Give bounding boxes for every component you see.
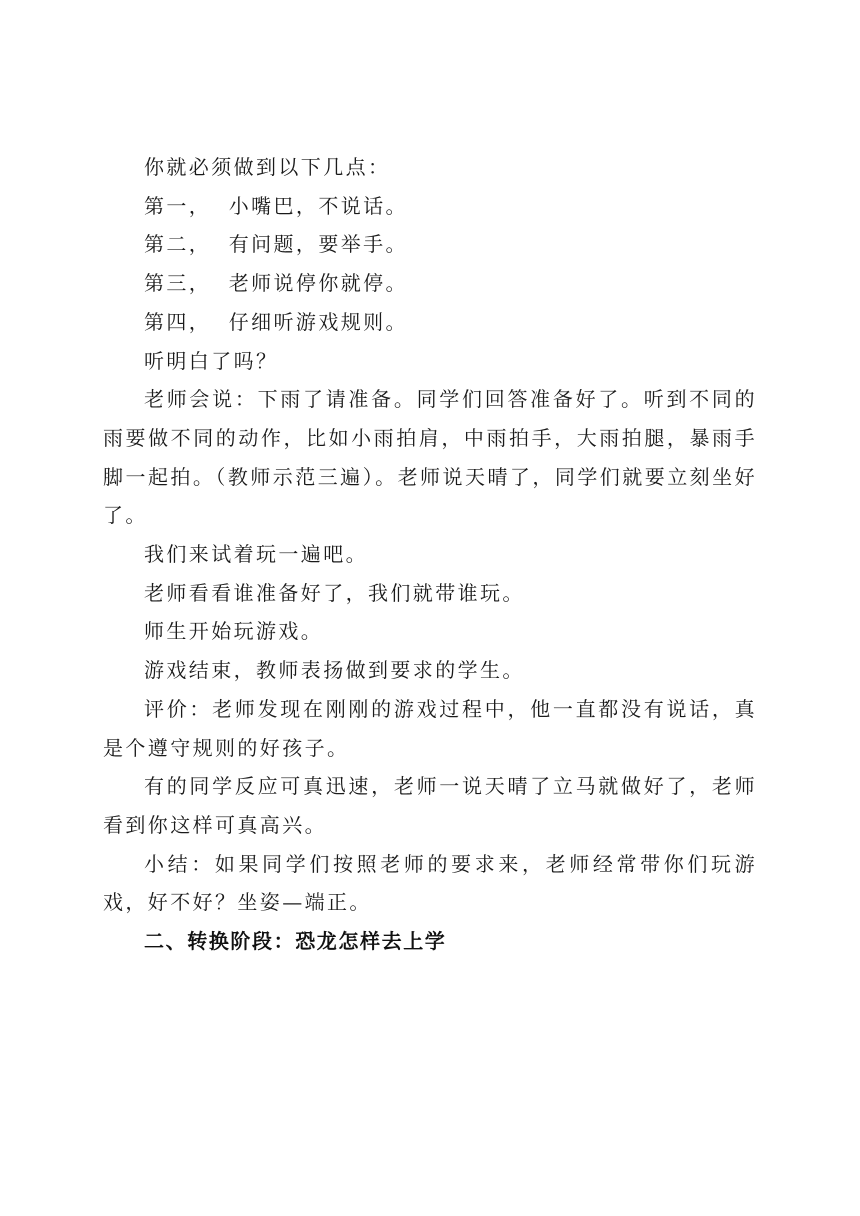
document-body [103,148,757,961]
paragraph-rule-3: 第三， 老师说停你就停。 [144,271,408,296]
paragraph-summary: 小结：如果同学们按照老师的要求来，老师经常带你们玩游戏，好不好？坐姿—端正。 [103,851,757,915]
paragraph-rule-4: 第四， 仔细听游戏规则。 [144,309,408,334]
paragraph-rule-2: 第二， 有问题，要举手。 [144,232,408,257]
paragraph-start-game: 师生开始玩游戏。 [144,619,324,644]
paragraph-game-end: 游戏结束，教师表扬做到要求的学生。 [144,658,525,683]
paragraph-quick-response: 有的同学反应可真迅速，老师一说天晴了立马就做好了，老师看到你这样可真高兴。 [103,774,757,837]
paragraph-evaluation: 评价：老师发现在刚刚的游戏过程中，他一直都没有说话，真是个遵守规则的好孩子。 [103,696,757,760]
paragraph-try-once: 我们来试着玩一遍吧。 [144,542,368,567]
paragraph-game-instructions: 老师会说：下雨了请准备。同学们回答准备好了。听到不同的雨要做不同的动作，比如小雨拍肩，中雨拍手，大雨拍腿，暴雨手脚一起拍。（教师示范三遍）。老师说天晴了，同学们就要立刻坐好了。 [103,387,757,528]
paragraph-understand-question: 听明白了吗？ [144,348,279,373]
paragraph-requirements-intro: 你就必须做到以下几点： [144,155,391,179]
paragraph-who-is-ready: 老师看看谁准备好了，我们就带谁玩。 [144,580,525,605]
section-heading: 二、转换阶段：恐龙怎样去上学 [144,929,447,954]
paragraph-rule-1: 第一， 小嘴巴，不说话。 [144,193,408,218]
